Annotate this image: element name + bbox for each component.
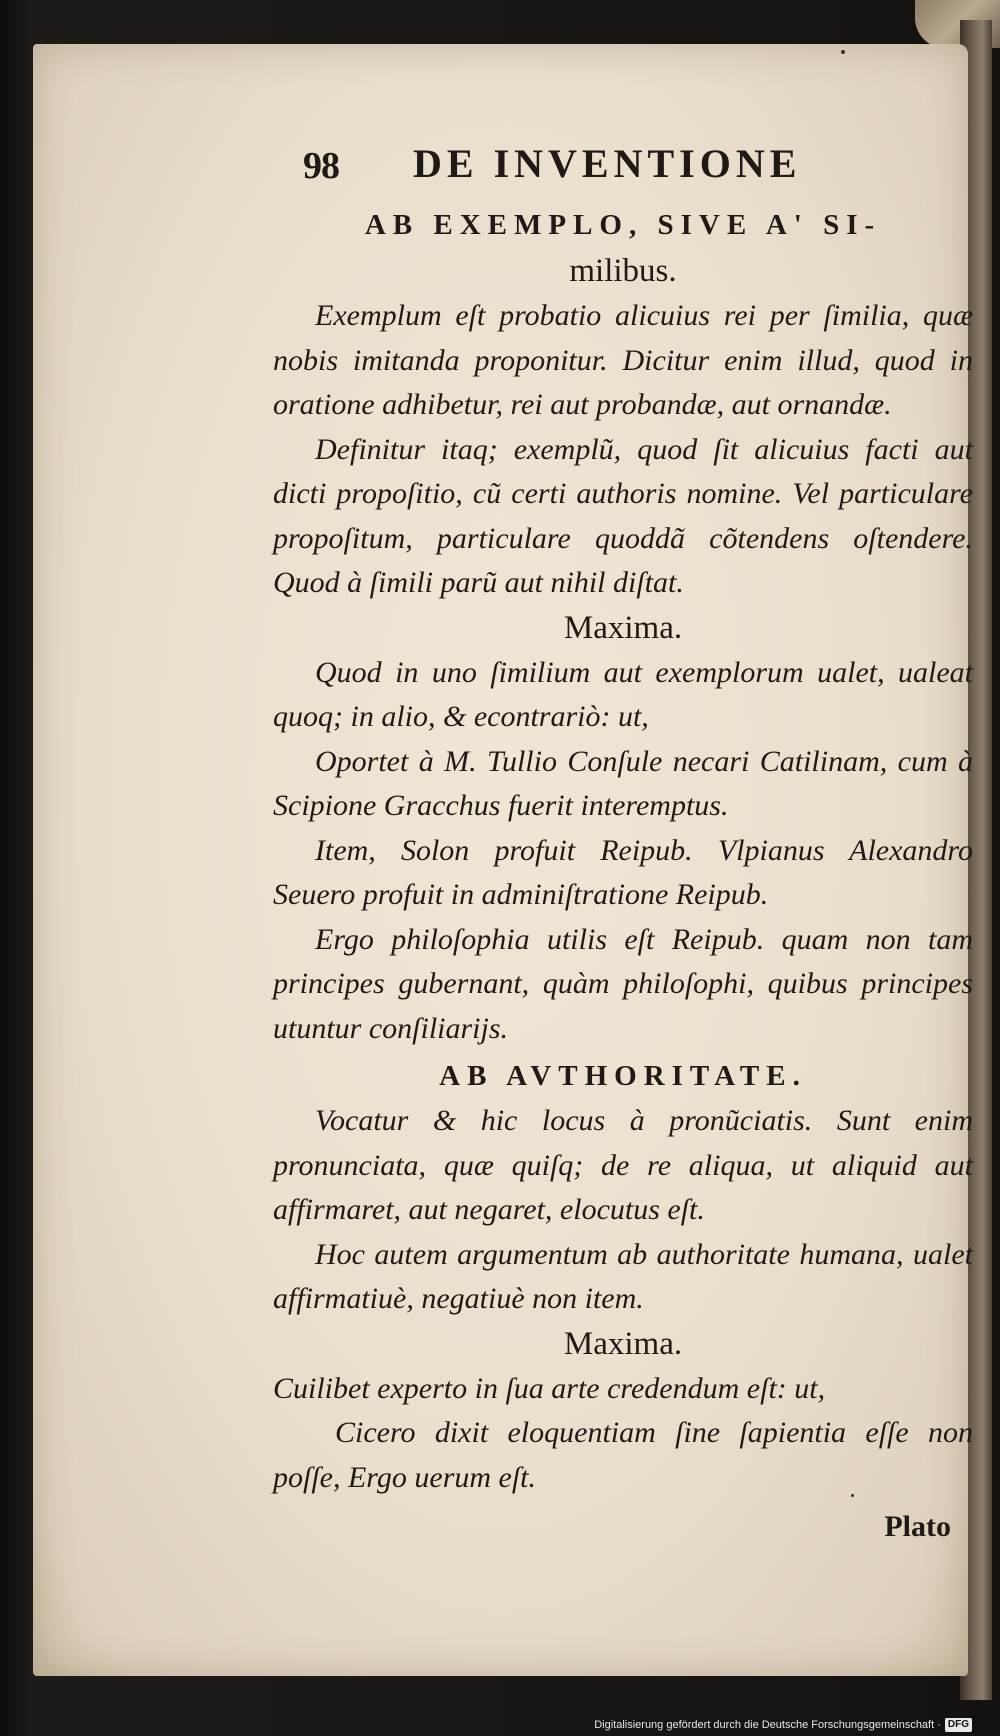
catchword: Plato — [884, 1510, 951, 1543]
maxima-heading: Maxima. — [563, 1325, 683, 1362]
paragraph: Definitur itaq; exemplũ, quod ſit alicuius facti aut dicti propoſitio, cũ certi authoris nomine. Vel particulare propoſitum, particulare quoddã cõtendens oſtendere. Quod à ſimili parũ aut nihil diſtat. — [273, 432, 973, 599]
paragraph: Hoc autem argumentum ab authoritate humana, ualet affirmatiuè, negatiuè non item. — [273, 1237, 973, 1315]
maxima-heading: Maxima. — [563, 609, 683, 646]
credit-text: Digitalisierung gefördert durch die Deutsche Forschungsgemeinschaft · — [594, 1719, 941, 1731]
page-number: 98 — [303, 145, 339, 187]
digitization-credit — [594, 1718, 972, 1732]
section-heading-exemplo-cont: milibus. — [569, 253, 677, 289]
paragraph: Cicero dixit eloquentiam ſine ſapientia eſſe non poſſe, Ergo uerum eſt. — [273, 1416, 973, 1494]
paragraph: Item, Solon profuit Reipub. Vlpianus Alexandro Seuero profuit in adminiſtratione Reipub. — [273, 833, 973, 911]
paragraph: Ergo philoſophia utilis eſt Reipub. quam non tam principes gubernant, quàm philoſophi, quibus principes utuntur conſiliarijs. — [273, 922, 973, 1045]
paragraph: Quod in uno ſimilium aut exemplorum ualet, ualeat quoq; in alio, & econtrariò: ut, — [273, 655, 973, 733]
book-page — [33, 44, 973, 1676]
dfg-logo-icon: DFG — [945, 1718, 972, 1732]
section-heading-exemplo: AB EXEMPLO, SIVE A' SI- — [364, 209, 882, 241]
running-head — [273, 140, 973, 202]
section-heading-authoritate: AB AVTHORITATE. — [439, 1060, 807, 1092]
paragraph: Oportet à M. Tullio Conſule necari Catilinam, cum à Scipione Gracchus fuerit interemptus. — [273, 744, 973, 822]
running-title: DE INVENTIONE — [413, 141, 802, 186]
paragraph: Exemplum eſt probatio alicuius rei per ſimilia, quæ nobis imitanda proponitur. Dicitur enim illud, quod in oratione adhibetur, rei aut probandæ, aut ornandæ. — [273, 299, 973, 421]
paragraph: Vocatur & hic locus à pronũciatis. Sunt enim pronunciata, quæ quiſq; de re aliqua, ut aliquid aut affirmaret, aut negaret, elocutus eſt. — [273, 1104, 973, 1226]
text-block — [273, 140, 973, 1544]
paragraph: Cuilibet experto in ſua arte credendum eſt: ut, — [273, 1371, 826, 1405]
ink-speck — [841, 50, 845, 54]
